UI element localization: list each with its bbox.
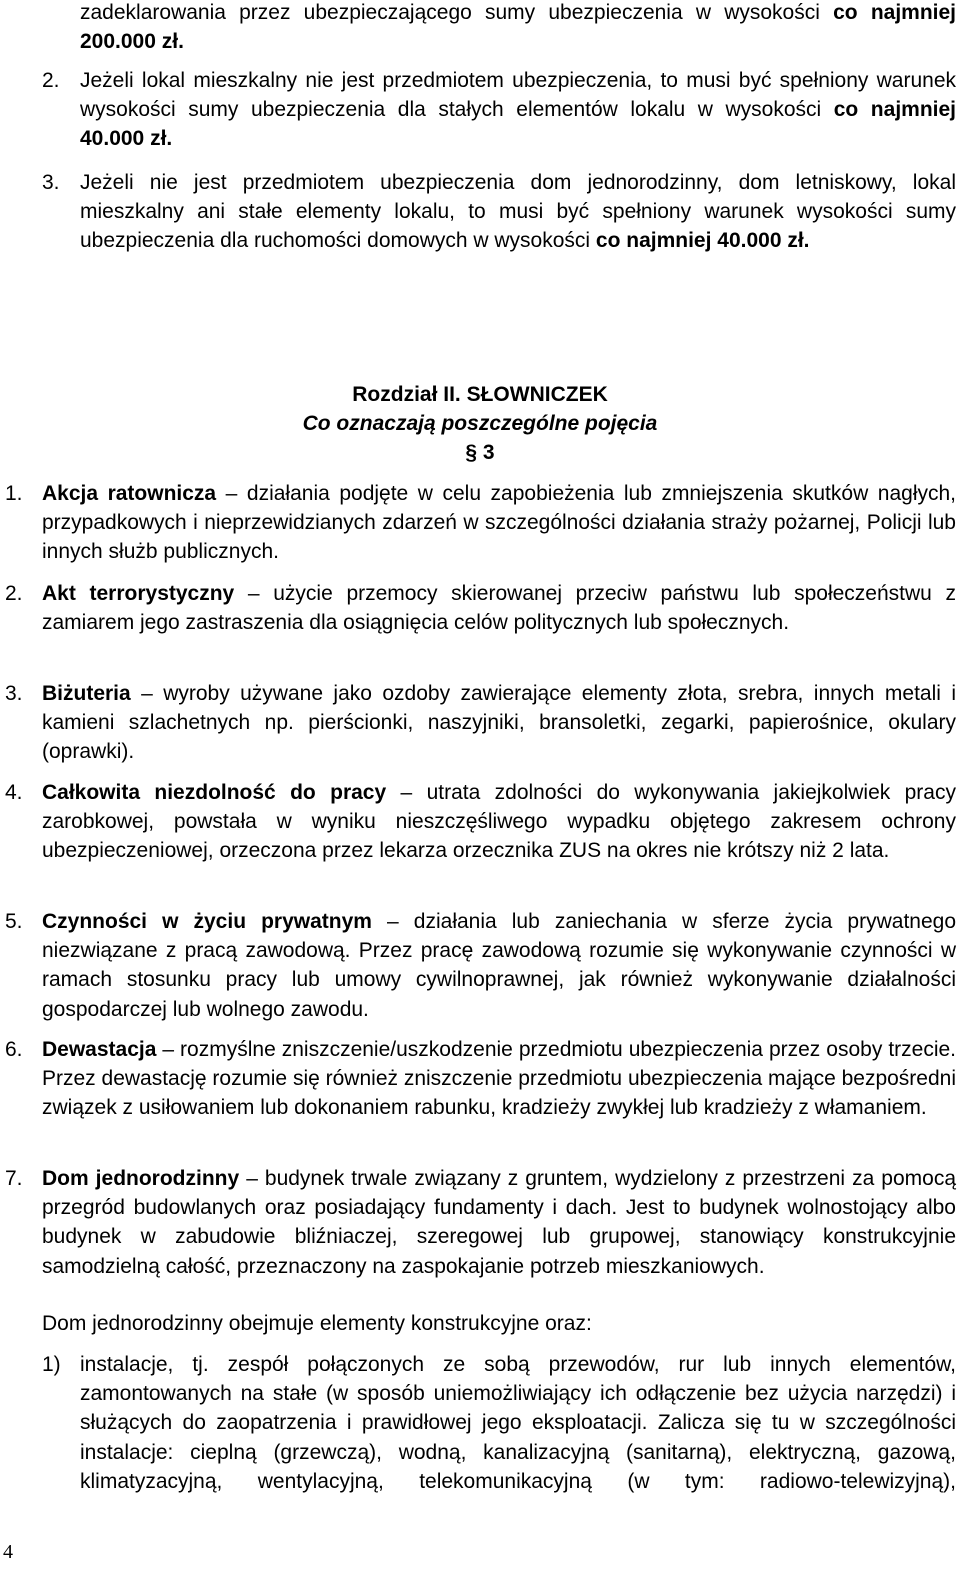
definition-text: – utrata zdolności do wykonywania jakiejkolwiek pracy zarobkowej, powstała w wyniku nieszczęśliwego wypadku objętego zakresem ochrony ubezpieczeniowej, orzeczona przez lekarza orzecznika ZUS na okres nie krótszy niż 2 lata. [42, 781, 956, 863]
definition-paragraph [42, 579, 956, 637]
item-number: 2. [42, 69, 60, 92]
definition-number: 4. [5, 781, 23, 804]
paragraph-text: Jeżeli lokal mieszkalny nie jest przedmiotem ubezpieczenia, to musi być spełniony warunek wysokości sumy ubezpieczenia dla stałych elementów lokalu w wysokości [80, 69, 956, 122]
continuation-paragraph [80, 0, 956, 56]
chapter-title: Rozdział II. SŁOWNICZEK [352, 383, 608, 406]
subitem-paragraph: instalacje, tj. zespół połączonych ze sobą przewodów, rur lub innych elementów, zamontowanych na stałe (w sposób uniemożliwiający ich odłączenie bez użycia narzędzi) i służących do zaopatrzenia i prawidłowej jego eksploatacji. Zalicza się tu w szczególności instalacje: cieplną (grzewczą), wodną, kanalizacyjną (sanitarną), elektryczną, gazową, klimatyzacyjną, wentylacyjną, telekomunikacyjną (w tym: radiowo-telewizyjną), [80, 1353, 956, 1493]
definition-text: – rozmyślne zniszczenie/uszkodzenie przedmiotu ubezpieczenia przez osoby trzecie. Przez dewastację rozumie się również zniszczenie przedmiotu ubezpieczenia mające bezpośredni związek z usiłowaniem lub dokonaniem rabunku, kradzieży zwykłej lub kradzieży z włamaniem. [42, 1038, 956, 1120]
numbered-paragraph [80, 168, 956, 256]
definition-text: – budynek trwale związany z gruntem, wydzielony z przestrzeni za pomocą przegród budowlanych oraz posiadający fundamenty i dach. Jest to budynek wolnostojący albo budynek w zabudowie bliźniaczej, szeregowej lub grupowej, stanowiący konstrukcyjnie samodzielną całość, przeznaczony na zaspokajanie potrzeb mieszkaniowych. [42, 1167, 956, 1278]
definition-term: Całkowita niezdolność do pracy [42, 781, 387, 804]
definition-number: 5. [5, 910, 23, 933]
definition-text: – wyroby używane jako ozdoby zawierające elementy złota, srebra, innych metali i kamieni szlachetnych np. pierścionki, naszyjniki, bransoletki, zegarki, papierośnice, okulary (oprawki). [42, 682, 956, 764]
definition-text: – użycie przemocy skierowanej przeciw państwu lub społeczeństwu z zamiarem jego zastraszenia dla osiągnięcia celów politycznych lub społecznych. [42, 582, 957, 635]
paragraph-bold-amount: co najmniej 40.000 zł. [595, 229, 810, 253]
definition-term: Akcja ratownicza [42, 482, 217, 505]
numbered-paragraph [80, 66, 956, 154]
definition-number: 6. [5, 1038, 23, 1061]
definition-paragraph [42, 679, 956, 767]
definition-number: 2. [5, 582, 23, 605]
section-mark: § 3 [465, 441, 495, 464]
page-number: 4 [3, 1541, 13, 1563]
definition-paragraph [42, 479, 956, 567]
paragraph-text: Jeżeli nie jest przedmiotem ubezpieczenia dom jednorodzinny, dom letniskowy, lokal mieszkalny ani stałe elementy lokalu, to musi być spełniony warunek wysokości sumy ubezpieczenia dla ruchomości domowych w wysokości [80, 171, 956, 253]
definition-text: – działania podjęte w celu zapobieżenia lub zmniejszenia skutków nagłych, przypadkowych i nieprzewidzianych zdarzeń w szczególności działania straży pożarnej, Policji lub innych służb publicznych. [42, 482, 956, 564]
definition-term: Biżuteria [42, 682, 131, 705]
definition-term: Akt terrorystyczny [42, 582, 235, 605]
dom-intro-text: Dom jednorodzinny obejmuje elementy konstrukcyjne oraz: [42, 1312, 592, 1335]
definition-paragraph [42, 907, 956, 1024]
definition-term: Czynności w życiu prywatnym [42, 910, 372, 933]
paragraph-text: zadeklarowania przez ubezpieczającego sumy ubezpieczenia w wysokości [80, 1, 834, 24]
definition-number: 7. [5, 1167, 23, 1190]
definition-term: Dewastacja [42, 1038, 157, 1061]
chapter-subtitle: Co oznaczają poszczególne pojęcia [302, 412, 658, 435]
definition-number: 1. [5, 482, 23, 505]
paragraph-bold-amount: co najmniej 40.000 zł. [80, 98, 956, 151]
definition-number: 3. [5, 682, 23, 705]
item-number: 3. [42, 171, 60, 194]
definition-paragraph [42, 1164, 956, 1281]
definition-paragraph [42, 778, 956, 866]
definition-term: Dom jednorodzinny [42, 1167, 240, 1190]
definition-paragraph [42, 1035, 956, 1123]
paragraph-bold-amount: co najmniej 200.000 zł. [80, 1, 957, 54]
definition-text: – działania lub zaniechania w sferze życia prywatnego niezwiązane z pracą zawodową. Przez pracę zawodową rozumie się wykonywanie czynności w ramach stosunku pracy lub umowy cywilnoprawnej, jak również wykonywanie działalności gospodarczej lub wolnego zawodu. [42, 910, 956, 1021]
subitem-number: 1) [42, 1353, 61, 1376]
